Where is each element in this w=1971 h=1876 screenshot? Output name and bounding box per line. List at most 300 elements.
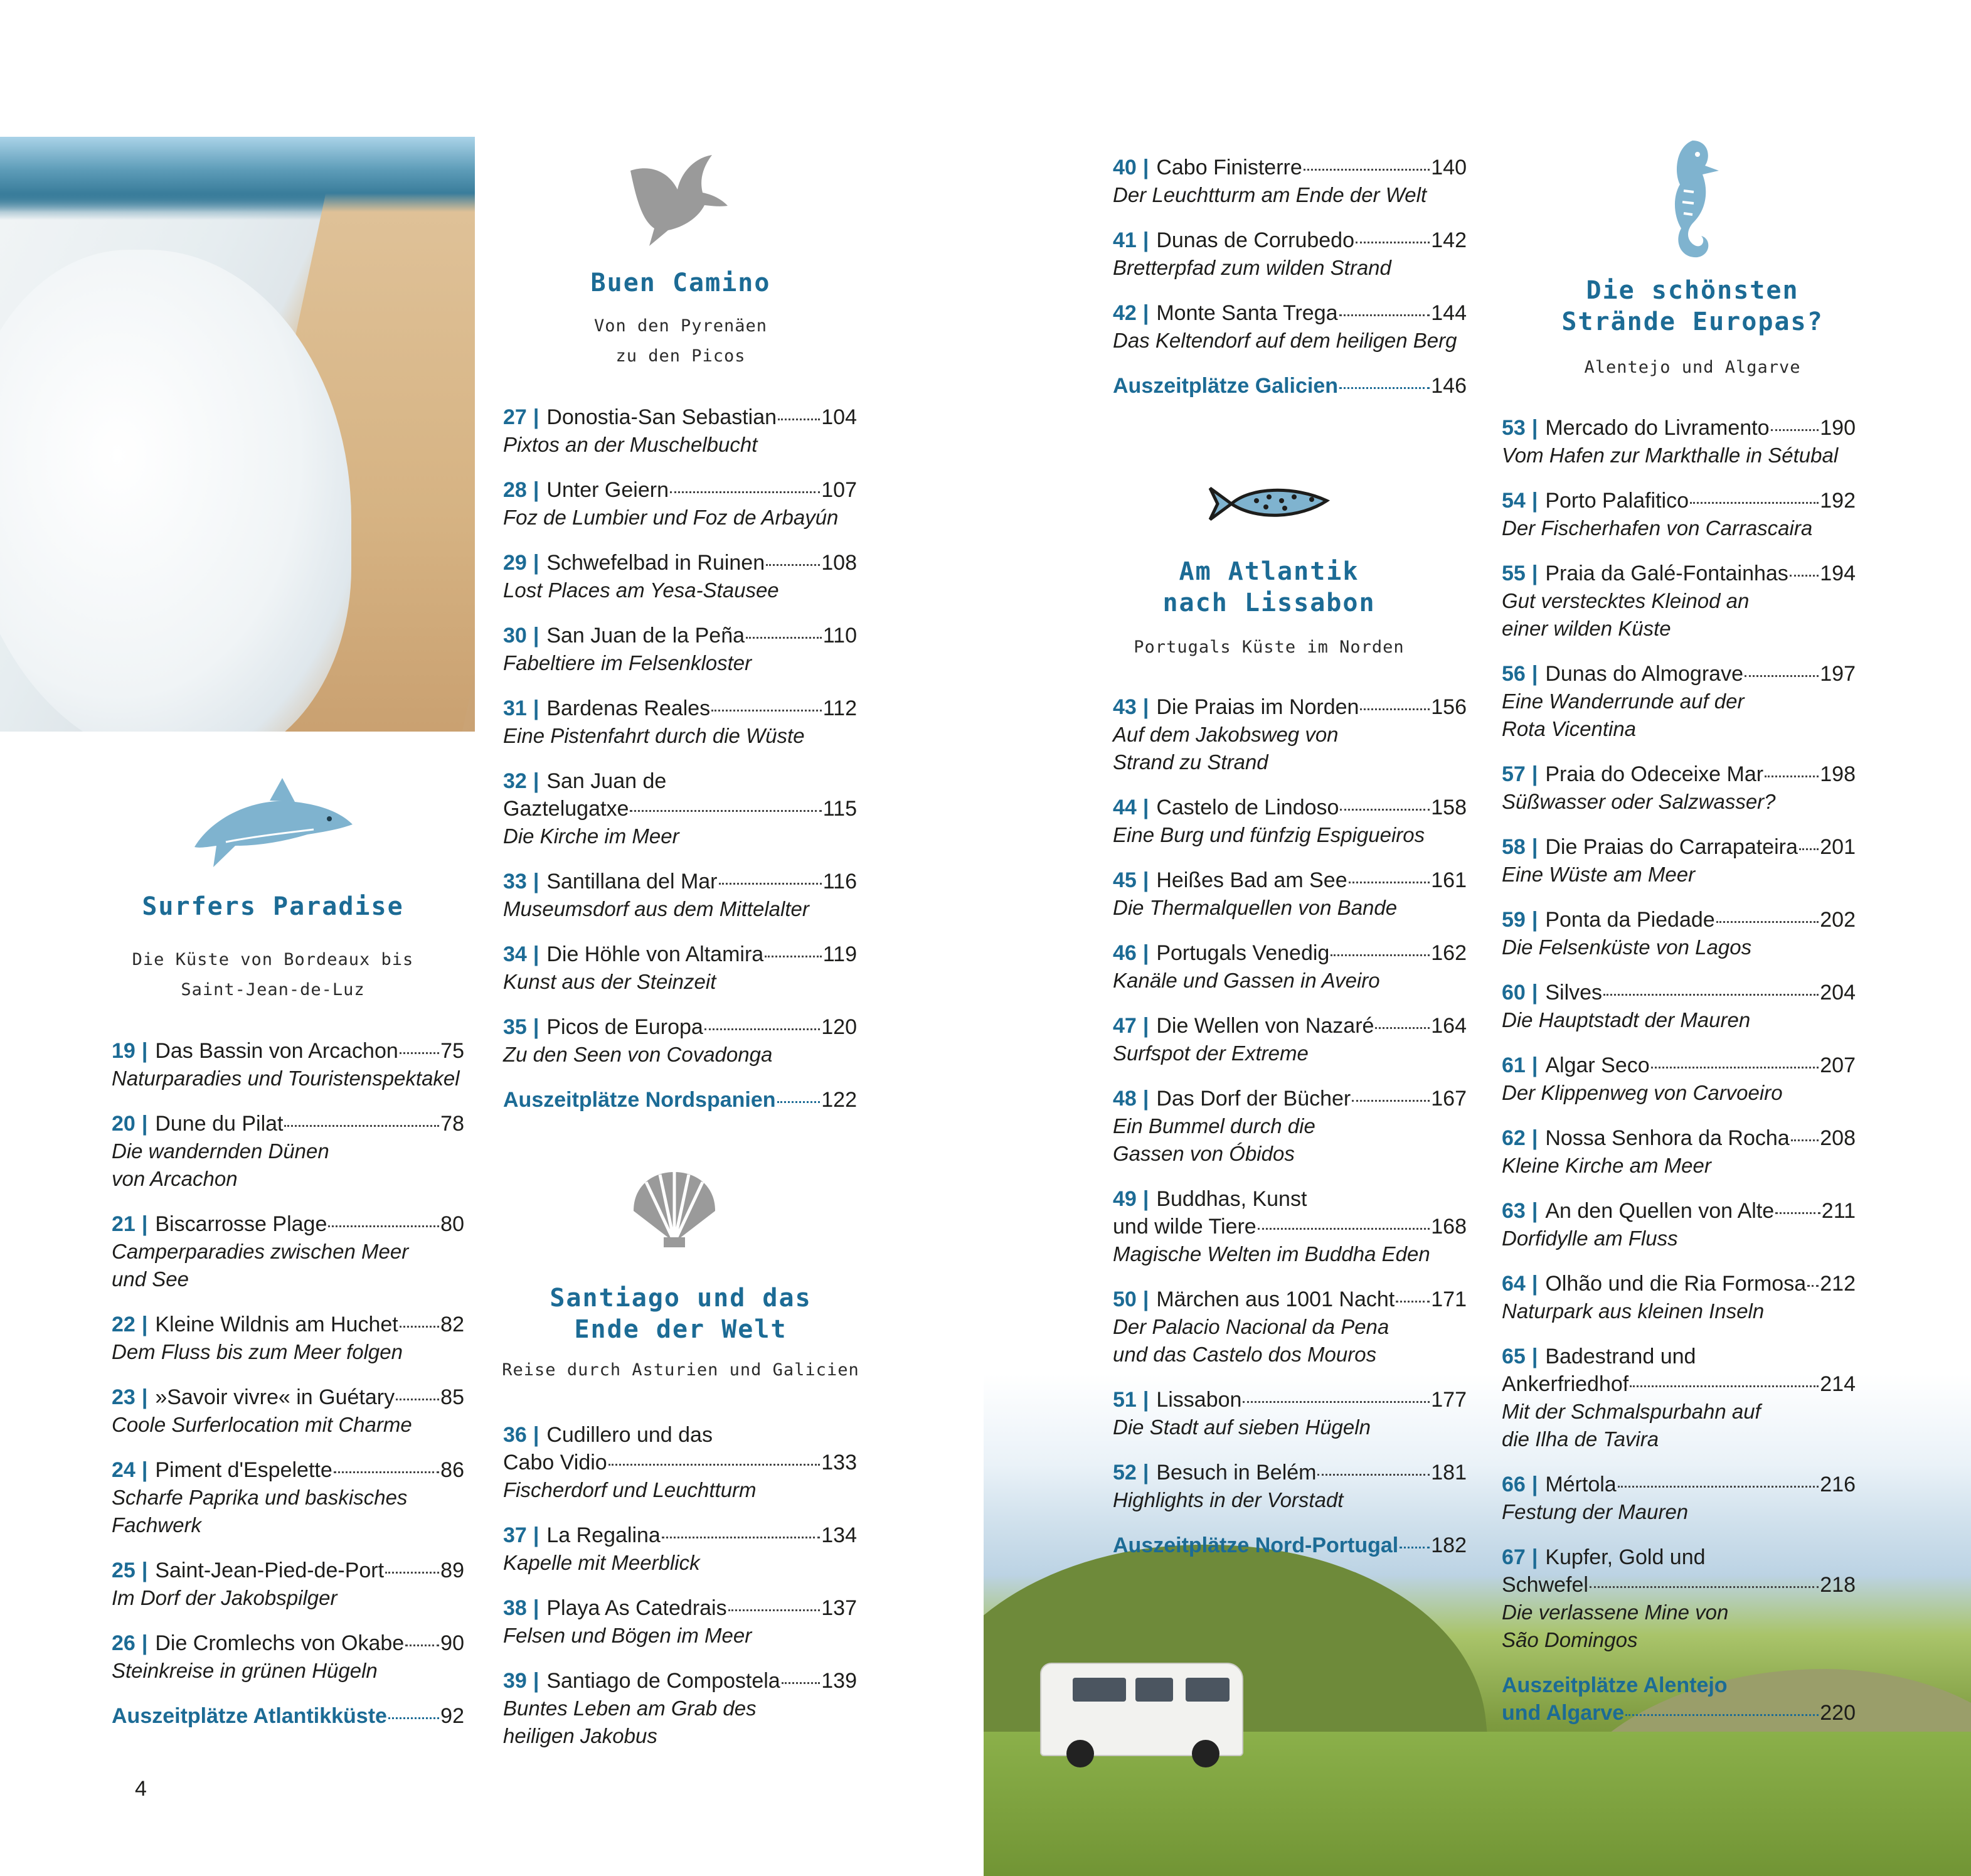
- entry-number: 30: [503, 624, 527, 648]
- toc-entry-title-line: [1113, 299, 1467, 327]
- toc-entry-title-line: [1113, 1459, 1467, 1486]
- auszeit-entry: [1502, 1671, 1856, 1727]
- toc-entry-title-line: [503, 1421, 857, 1449]
- entry-page-number: 89: [440, 1559, 464, 1582]
- entry-subtitle: Die wandernden Dünen: [112, 1139, 329, 1163]
- campervan: [1040, 1663, 1243, 1756]
- entry-subtitle: Der Klippenweg von Carvoeiro: [1502, 1081, 1783, 1104]
- dot-leader: [746, 637, 822, 639]
- entry-title: Märchen aus 1001 Nacht: [1156, 1287, 1395, 1311]
- toc-entry-title-line: [1502, 906, 1856, 934]
- toc-entry-title-line: [112, 1210, 464, 1238]
- entry-number: 19: [112, 1039, 135, 1063]
- entry-page-number: 168: [1431, 1215, 1467, 1239]
- entry-number: 58: [1502, 835, 1526, 859]
- entry-page-number: 181: [1431, 1461, 1467, 1484]
- entry-separator: |: [141, 1631, 148, 1655]
- dot-leader: [1317, 1474, 1430, 1476]
- entry-page-number: 85: [440, 1385, 464, 1409]
- dot-leader: [1630, 1385, 1819, 1387]
- auszeit-title: Auszeitplätze Galicien: [1113, 374, 1338, 398]
- entry-separator: |: [1531, 489, 1538, 513]
- entry-number: 48: [1113, 1087, 1137, 1111]
- left-page: [0, 0, 984, 1876]
- entry-subtitle: einer wilden Küste: [1502, 617, 1671, 640]
- toc-entry: [1113, 1459, 1467, 1514]
- entry-title: Nossa Senhora da Rocha: [1545, 1126, 1790, 1150]
- entry-subtitle: Eine Wanderrunde auf der: [1502, 690, 1745, 713]
- entry-number: 31: [503, 696, 527, 720]
- entry-page-number: 119: [822, 942, 857, 966]
- entry-number: 20: [112, 1112, 135, 1136]
- entry-page-number: 82: [440, 1313, 464, 1336]
- dot-leader: [1356, 242, 1430, 243]
- entry-subtitle: Der Leuchtturm am Ende der Welt: [1113, 183, 1427, 206]
- entry-separator: |: [533, 1423, 539, 1447]
- toc-entry: [1502, 1197, 1856, 1252]
- scallop-shell-icon: [621, 1167, 728, 1249]
- entry-page-number: 214: [1820, 1372, 1856, 1396]
- entry-separator: |: [1531, 1126, 1538, 1150]
- entry-title-first-line: San Juan de: [546, 769, 667, 793]
- entry-page-number: 120: [821, 1015, 857, 1039]
- entry-title: Saint-Jean-Pied-de-Port: [155, 1559, 385, 1582]
- entry-page-number: 204: [1820, 981, 1856, 1005]
- auszeit-title-line: [1113, 1532, 1467, 1559]
- entry-separator: |: [533, 870, 539, 893]
- entry-number: 34: [503, 942, 527, 966]
- toc-entry-title-line: [112, 1557, 464, 1584]
- dot-leader: [1690, 502, 1819, 504]
- auszeit-page-number: 182: [1431, 1533, 1467, 1557]
- entry-number: 27: [503, 405, 527, 429]
- dot-leader: [400, 1052, 439, 1054]
- toc-entry-title-line: [112, 1311, 464, 1338]
- entry-title: Ankerfriedhof: [1502, 1372, 1629, 1396]
- entry-title: La Regalina: [546, 1523, 661, 1547]
- entry-number: 32: [503, 769, 527, 793]
- entry-subtitle: Das Keltendorf auf dem heiligen Berg: [1113, 329, 1457, 352]
- entry-page-number: 218: [1820, 1573, 1856, 1597]
- entry-subtitle: von Arcachon: [112, 1167, 238, 1190]
- entry-subtitle: Vom Hafen zur Markthalle in Sétubal: [1502, 444, 1839, 467]
- entry-page-number: 86: [440, 1458, 464, 1482]
- entry-subtitle: Im Dorf der Jakobspilger: [112, 1586, 337, 1609]
- entry-separator: |: [1142, 1287, 1149, 1311]
- entry-page-number: 194: [1820, 562, 1856, 585]
- dot-leader: [1618, 1486, 1819, 1488]
- toc-entry: [503, 1594, 857, 1649]
- entry-page-number: 134: [821, 1523, 857, 1547]
- entry-subtitle: Festung der Mauren: [1502, 1500, 1689, 1523]
- toc-entry: [503, 1522, 857, 1577]
- entry-title: Bardenas Reales: [546, 696, 711, 720]
- auszeit-title: und Algarve: [1502, 1701, 1625, 1725]
- entry-title: Biscarrosse Plage: [155, 1212, 327, 1236]
- entry-subtitle: Der Palacio Nacional da Pena: [1113, 1315, 1389, 1338]
- auszeit-entry: [1113, 372, 1467, 400]
- entry-subtitle: Naturpark aus kleinen Inseln: [1502, 1299, 1765, 1323]
- entry-separator: |: [1142, 941, 1149, 965]
- toc-entry-title-line: [112, 1110, 464, 1138]
- entry-title: Heißes Bad am See: [1156, 868, 1347, 892]
- dot-leader: [1590, 1586, 1819, 1588]
- entry-subtitle: Die Felsenküste von Lagos: [1502, 935, 1752, 959]
- toc-entry-title-line: [503, 1013, 857, 1041]
- dot-leader: [766, 564, 820, 566]
- entry-title: Lissabon: [1156, 1388, 1242, 1412]
- auszeit-page-number: 220: [1820, 1701, 1856, 1725]
- toc-entry: [503, 1013, 857, 1069]
- entry-separator: |: [1142, 1461, 1149, 1484]
- entry-number: 51: [1113, 1388, 1137, 1412]
- entry-number: 52: [1113, 1461, 1137, 1484]
- entry-number: 67: [1502, 1545, 1526, 1569]
- dot-leader: [719, 883, 822, 885]
- entry-title: Silves: [1545, 981, 1603, 1005]
- entry-page-number: 212: [1820, 1272, 1856, 1296]
- toc-entry: [503, 622, 857, 677]
- toc-entry-title-line: [1502, 560, 1856, 587]
- entry-number: 61: [1502, 1053, 1526, 1077]
- entry-number: 55: [1502, 562, 1526, 585]
- toc-entry-title-line: [503, 622, 857, 649]
- entry-number: 23: [112, 1385, 135, 1409]
- entry-subtitle: Kleine Kirche am Meer: [1502, 1154, 1711, 1177]
- entry-separator: |: [1531, 1345, 1538, 1368]
- entry-page-number: 198: [1820, 762, 1856, 786]
- entry-page-number: 161: [1431, 868, 1467, 892]
- entry-subtitle: die Ilha de Tavira: [1502, 1427, 1659, 1451]
- entry-number: 66: [1502, 1473, 1526, 1496]
- toc-entry: [1502, 1471, 1856, 1526]
- entry-number: 47: [1113, 1014, 1137, 1038]
- seahorse-icon: [1649, 134, 1724, 260]
- toc-entry: [1502, 487, 1856, 542]
- entry-page-number: 207: [1820, 1053, 1856, 1077]
- entry-title: Praia do Odeceixe Mar: [1545, 762, 1764, 786]
- entry-subtitle: Eine Wüste am Meer: [1502, 863, 1696, 886]
- entry-separator: |: [1531, 1053, 1538, 1077]
- entry-separator: |: [533, 1596, 539, 1620]
- dot-leader: [328, 1225, 439, 1227]
- dot-leader: [1400, 1547, 1430, 1548]
- right-page: [984, 0, 1971, 1876]
- toc-entry: [1113, 299, 1467, 354]
- toc-entry: [1502, 979, 1856, 1034]
- toc-entry-title-line: [503, 868, 857, 895]
- toc-entry-title-line: [1502, 487, 1856, 514]
- toc-entry: [503, 403, 857, 459]
- entry-number: 59: [1502, 908, 1526, 932]
- dolphin-icon: [188, 772, 358, 872]
- toc-entry: [1113, 154, 1467, 209]
- entry-number: 37: [503, 1523, 527, 1547]
- entry-separator: |: [1531, 1199, 1538, 1223]
- entry-separator: |: [533, 1015, 539, 1039]
- auszeit-page-number: 146: [1431, 374, 1467, 398]
- entry-number: 41: [1113, 228, 1137, 252]
- entry-page-number: 115: [822, 797, 857, 821]
- dot-leader: [704, 1028, 820, 1030]
- entry-number: 44: [1113, 796, 1137, 819]
- dot-leader: [782, 1682, 821, 1684]
- entry-subtitle: Die verlassene Mine von: [1502, 1601, 1729, 1624]
- entry-page-number: 202: [1820, 908, 1856, 932]
- dot-leader: [1352, 1100, 1430, 1102]
- toc-entry: [1502, 1124, 1856, 1180]
- entry-number: 62: [1502, 1126, 1526, 1150]
- entry-title: Besuch in Belém: [1156, 1461, 1317, 1484]
- entry-subtitle: São Domingos: [1502, 1628, 1638, 1651]
- entry-subtitle: Mit der Schmalspurbahn auf: [1502, 1400, 1761, 1423]
- entry-page-number: 177: [1431, 1388, 1467, 1412]
- toc-entry-title-line: [503, 695, 857, 722]
- toc-entry: [1502, 833, 1856, 888]
- entry-number: 25: [112, 1559, 135, 1582]
- entry-number: 26: [112, 1631, 135, 1655]
- dot-leader: [1396, 1301, 1430, 1303]
- toc-entry: [503, 1667, 857, 1750]
- entry-title: und wilde Tiere: [1113, 1215, 1256, 1239]
- entry-title: Das Dorf der Bücher: [1156, 1087, 1351, 1111]
- dot-leader: [1339, 314, 1430, 316]
- toc-entry-title-line: [503, 1594, 857, 1622]
- entry-number: 22: [112, 1313, 135, 1336]
- toc-entry-title-line: [1502, 1270, 1856, 1298]
- entry-subtitle: Lost Places am Yesa-Stausee: [503, 578, 779, 602]
- toc-entry: [112, 1037, 464, 1092]
- entry-subtitle: Magische Welten im Buddha Eden: [1113, 1242, 1430, 1266]
- fish-icon: [1206, 482, 1332, 526]
- entry-title: Die Höhle von Altamira: [546, 942, 764, 966]
- entry-title: Die Praias do Carrapateira: [1545, 835, 1798, 859]
- entry-page-number: 156: [1431, 695, 1467, 719]
- toc-entry-title-line: [1502, 1343, 1856, 1370]
- entry-page-number: 197: [1820, 662, 1856, 686]
- entry-title: Unter Geiern: [546, 478, 669, 502]
- dot-leader: [1603, 994, 1819, 996]
- entry-title: Ponta da Piedade: [1545, 908, 1715, 932]
- toc-entry-title-line: [1502, 1124, 1856, 1152]
- entry-page-number: 190: [1820, 416, 1856, 440]
- toc-entry: [112, 1456, 464, 1539]
- entry-title: Die Praias im Norden: [1156, 695, 1359, 719]
- entry-subtitle: Ein Bummel durch die: [1113, 1114, 1315, 1138]
- toc-entry-title-line: [503, 1449, 857, 1476]
- dot-leader: [1625, 1714, 1819, 1716]
- toc-entry-title-line: [503, 1667, 857, 1695]
- entry-subtitle: Dem Fluss bis zum Meer folgen: [112, 1340, 403, 1363]
- dot-leader: [1791, 1139, 1819, 1141]
- entry-subtitle: Der Fischerhafen von Carrascaira: [1502, 516, 1813, 540]
- dot-leader: [630, 810, 821, 812]
- toc-entry: [1113, 1185, 1467, 1268]
- dot-leader: [1807, 1285, 1819, 1287]
- dot-leader: [284, 1125, 439, 1127]
- toc-entry-title-line: [1502, 1052, 1856, 1079]
- entry-title: Mértola: [1545, 1473, 1617, 1496]
- entry-subtitle: Süßwasser oder Salzwasser?: [1502, 790, 1776, 813]
- dot-leader: [1771, 429, 1819, 431]
- entry-page-number: 139: [821, 1669, 857, 1693]
- auszeit-title-line: [112, 1702, 464, 1730]
- toc-entry-title-line: [1502, 414, 1856, 442]
- entry-page-number: 211: [1821, 1199, 1856, 1223]
- toc-entry: [1502, 1343, 1856, 1453]
- entry-separator: |: [1531, 981, 1538, 1005]
- toc-entry-title-line: [1113, 1386, 1467, 1414]
- entry-page-number: 164: [1431, 1014, 1467, 1038]
- entry-page-number: 162: [1431, 941, 1467, 965]
- entry-number: 42: [1113, 301, 1137, 325]
- section-subtitle-atlantik: Portugals Küste im Norden: [1134, 637, 1405, 657]
- entry-subtitle: Buntes Leben am Grab des: [503, 1697, 757, 1720]
- auszeit-title: Auszeitplätze Nordspanien: [503, 1088, 776, 1112]
- auszeit-title: Auszeitplätze Atlantikküste: [112, 1704, 387, 1728]
- dot-leader: [1258, 1228, 1430, 1230]
- section-title-santiago: Santiago und das Ende der Welt: [550, 1284, 812, 1344]
- entry-page-number: 104: [821, 405, 857, 429]
- toc-entry: [1113, 1085, 1467, 1168]
- entry-subtitle: Eine Burg und fünfzig Espigueiros: [1113, 823, 1425, 846]
- entry-page-number: 216: [1820, 1473, 1856, 1496]
- entry-subtitle: Kanäle und Gassen in Aveiro: [1113, 969, 1380, 992]
- entry-number: 49: [1113, 1187, 1137, 1211]
- entry-number: 28: [503, 478, 527, 502]
- toc-entry-title-line: [503, 403, 857, 431]
- auszeit-page-number: 122: [821, 1088, 857, 1112]
- toc-entry-title-line: [1502, 1543, 1856, 1571]
- entry-title: Cabo Vidio: [503, 1451, 607, 1474]
- entry-separator: |: [533, 1523, 539, 1547]
- entry-page-number: 107: [821, 478, 857, 502]
- entry-subtitle: Camperparadies zwischen Meer: [112, 1240, 409, 1263]
- entry-title: Kleine Wildnis am Huchet: [155, 1313, 398, 1336]
- toc-entry-title-line: [1502, 660, 1856, 688]
- entry-separator: |: [533, 551, 539, 575]
- photo-sea: [0, 137, 475, 212]
- entry-page-number: 208: [1820, 1126, 1856, 1150]
- toc-entry: [1113, 939, 1467, 994]
- dot-leader: [662, 1537, 820, 1538]
- entry-separator: |: [1142, 156, 1149, 179]
- entry-title: Porto Palafitico: [1545, 489, 1689, 513]
- entry-number: 54: [1502, 489, 1526, 513]
- entry-subtitle: Gut verstecktes Kleinod an: [1502, 589, 1750, 612]
- vulture-icon: [624, 146, 731, 252]
- section-subtitle-straende: Alentejo und Algarve: [1584, 358, 1801, 377]
- entry-subtitle: Fabeltiere im Felsenkloster: [503, 651, 752, 674]
- toc-entry: [1113, 866, 1467, 922]
- dot-leader: [777, 1101, 821, 1103]
- toc-entry-title-line: [1502, 1571, 1856, 1599]
- entry-number: 33: [503, 870, 527, 893]
- toc-entry-title-line: [1113, 1185, 1467, 1213]
- toc-entry: [503, 695, 857, 750]
- entry-number: 57: [1502, 762, 1526, 786]
- entry-title: Santiago de Compostela: [546, 1669, 780, 1693]
- entry-separator: |: [533, 405, 539, 429]
- dot-leader: [396, 1399, 439, 1400]
- entry-number: 60: [1502, 981, 1526, 1005]
- toc-entry: [503, 1421, 857, 1504]
- entry-title: Algar Seco: [1545, 1053, 1650, 1077]
- entry-separator: |: [1531, 416, 1538, 440]
- toc-entry: [1502, 414, 1856, 469]
- entry-title: San Juan de la Peña: [546, 624, 745, 648]
- entry-subtitle: Foz de Lumbier und Foz de Arbayún: [503, 506, 839, 529]
- auszeit-title-line: [1502, 1699, 1856, 1727]
- entry-title: Picos de Europa: [546, 1015, 703, 1039]
- dot-leader: [670, 491, 820, 493]
- entry-number: 21: [112, 1212, 135, 1236]
- toc-entry: [112, 1210, 464, 1293]
- dot-leader: [405, 1644, 439, 1646]
- entry-title: Mercado do Livramento: [1545, 416, 1770, 440]
- entry-subtitle: Bretterpfad zum wilden Strand: [1113, 256, 1391, 279]
- toc-entry: [1502, 906, 1856, 961]
- entry-page-number: 112: [822, 696, 857, 720]
- toc-entry: [1502, 1270, 1856, 1325]
- section-subtitle-camino: Von den Pyrenäen zu den Picos: [593, 316, 768, 366]
- entry-title: Piment d'Espelette: [155, 1458, 332, 1482]
- toc-entry: [1502, 660, 1856, 743]
- auszeit-title-line: [503, 1086, 857, 1114]
- entry-title-first-line: Badestrand und: [1545, 1345, 1696, 1368]
- entry-title: »Savoir vivre« in Guétary: [155, 1385, 395, 1409]
- entry-subtitle: Rota Vicentina: [1502, 717, 1637, 740]
- section-title-atlantik: Am Atlantik nach Lissabon: [1162, 557, 1376, 617]
- entry-number: 40: [1113, 156, 1137, 179]
- dot-leader: [1360, 708, 1430, 710]
- entry-number: 45: [1113, 868, 1137, 892]
- entry-title: Portugals Venedig: [1156, 941, 1330, 965]
- toc-entry-title-line: [503, 795, 857, 823]
- toc-entry-title-line: [1502, 1471, 1856, 1498]
- entry-subtitle: Naturparadies und Touristenspektakel: [112, 1067, 460, 1090]
- entry-number: 24: [112, 1458, 135, 1482]
- toc-entry-title-line: [112, 1037, 464, 1065]
- entry-separator: |: [1142, 796, 1149, 819]
- entry-subtitle: Surfspot der Extreme: [1113, 1042, 1309, 1065]
- entry-subtitle: Pixtos an der Muschelbucht: [503, 433, 758, 456]
- dot-leader: [1799, 848, 1819, 850]
- toc-entry-title-line: [1502, 1197, 1856, 1225]
- auszeit-page-number: 92: [440, 1704, 464, 1728]
- entry-separator: |: [1142, 695, 1149, 719]
- entry-separator: |: [533, 696, 539, 720]
- auszeit-entry: [112, 1702, 464, 1730]
- entry-title: Gaztelugatxe: [503, 797, 629, 821]
- auszeit-title-first-line: Auszeitplätze Alentejo: [1502, 1673, 1728, 1697]
- section-subtitle-surfers: Die Küste von Bordeaux bis Saint-Jean-de-Luz: [132, 950, 414, 999]
- toc-entry: [1113, 1012, 1467, 1067]
- dot-leader: [1340, 809, 1430, 811]
- dot-leader: [1775, 1212, 1820, 1214]
- entry-number: 35: [503, 1015, 527, 1039]
- entry-title: Dune du Pilat: [155, 1112, 284, 1136]
- entry-title: Olhão und die Ria Formosa: [1545, 1272, 1807, 1296]
- toc-entry: [1113, 1286, 1467, 1368]
- dot-leader: [388, 1717, 439, 1719]
- entry-page-number: 116: [822, 870, 857, 893]
- entry-subtitle: Die Thermalquellen von Bande: [1113, 896, 1398, 919]
- entry-subtitle: Auf dem Jakobsweg von: [1113, 723, 1339, 746]
- toc-entry-title-line: [1113, 939, 1467, 967]
- toc-entry-title-line: [1113, 794, 1467, 821]
- entry-number: 46: [1113, 941, 1137, 965]
